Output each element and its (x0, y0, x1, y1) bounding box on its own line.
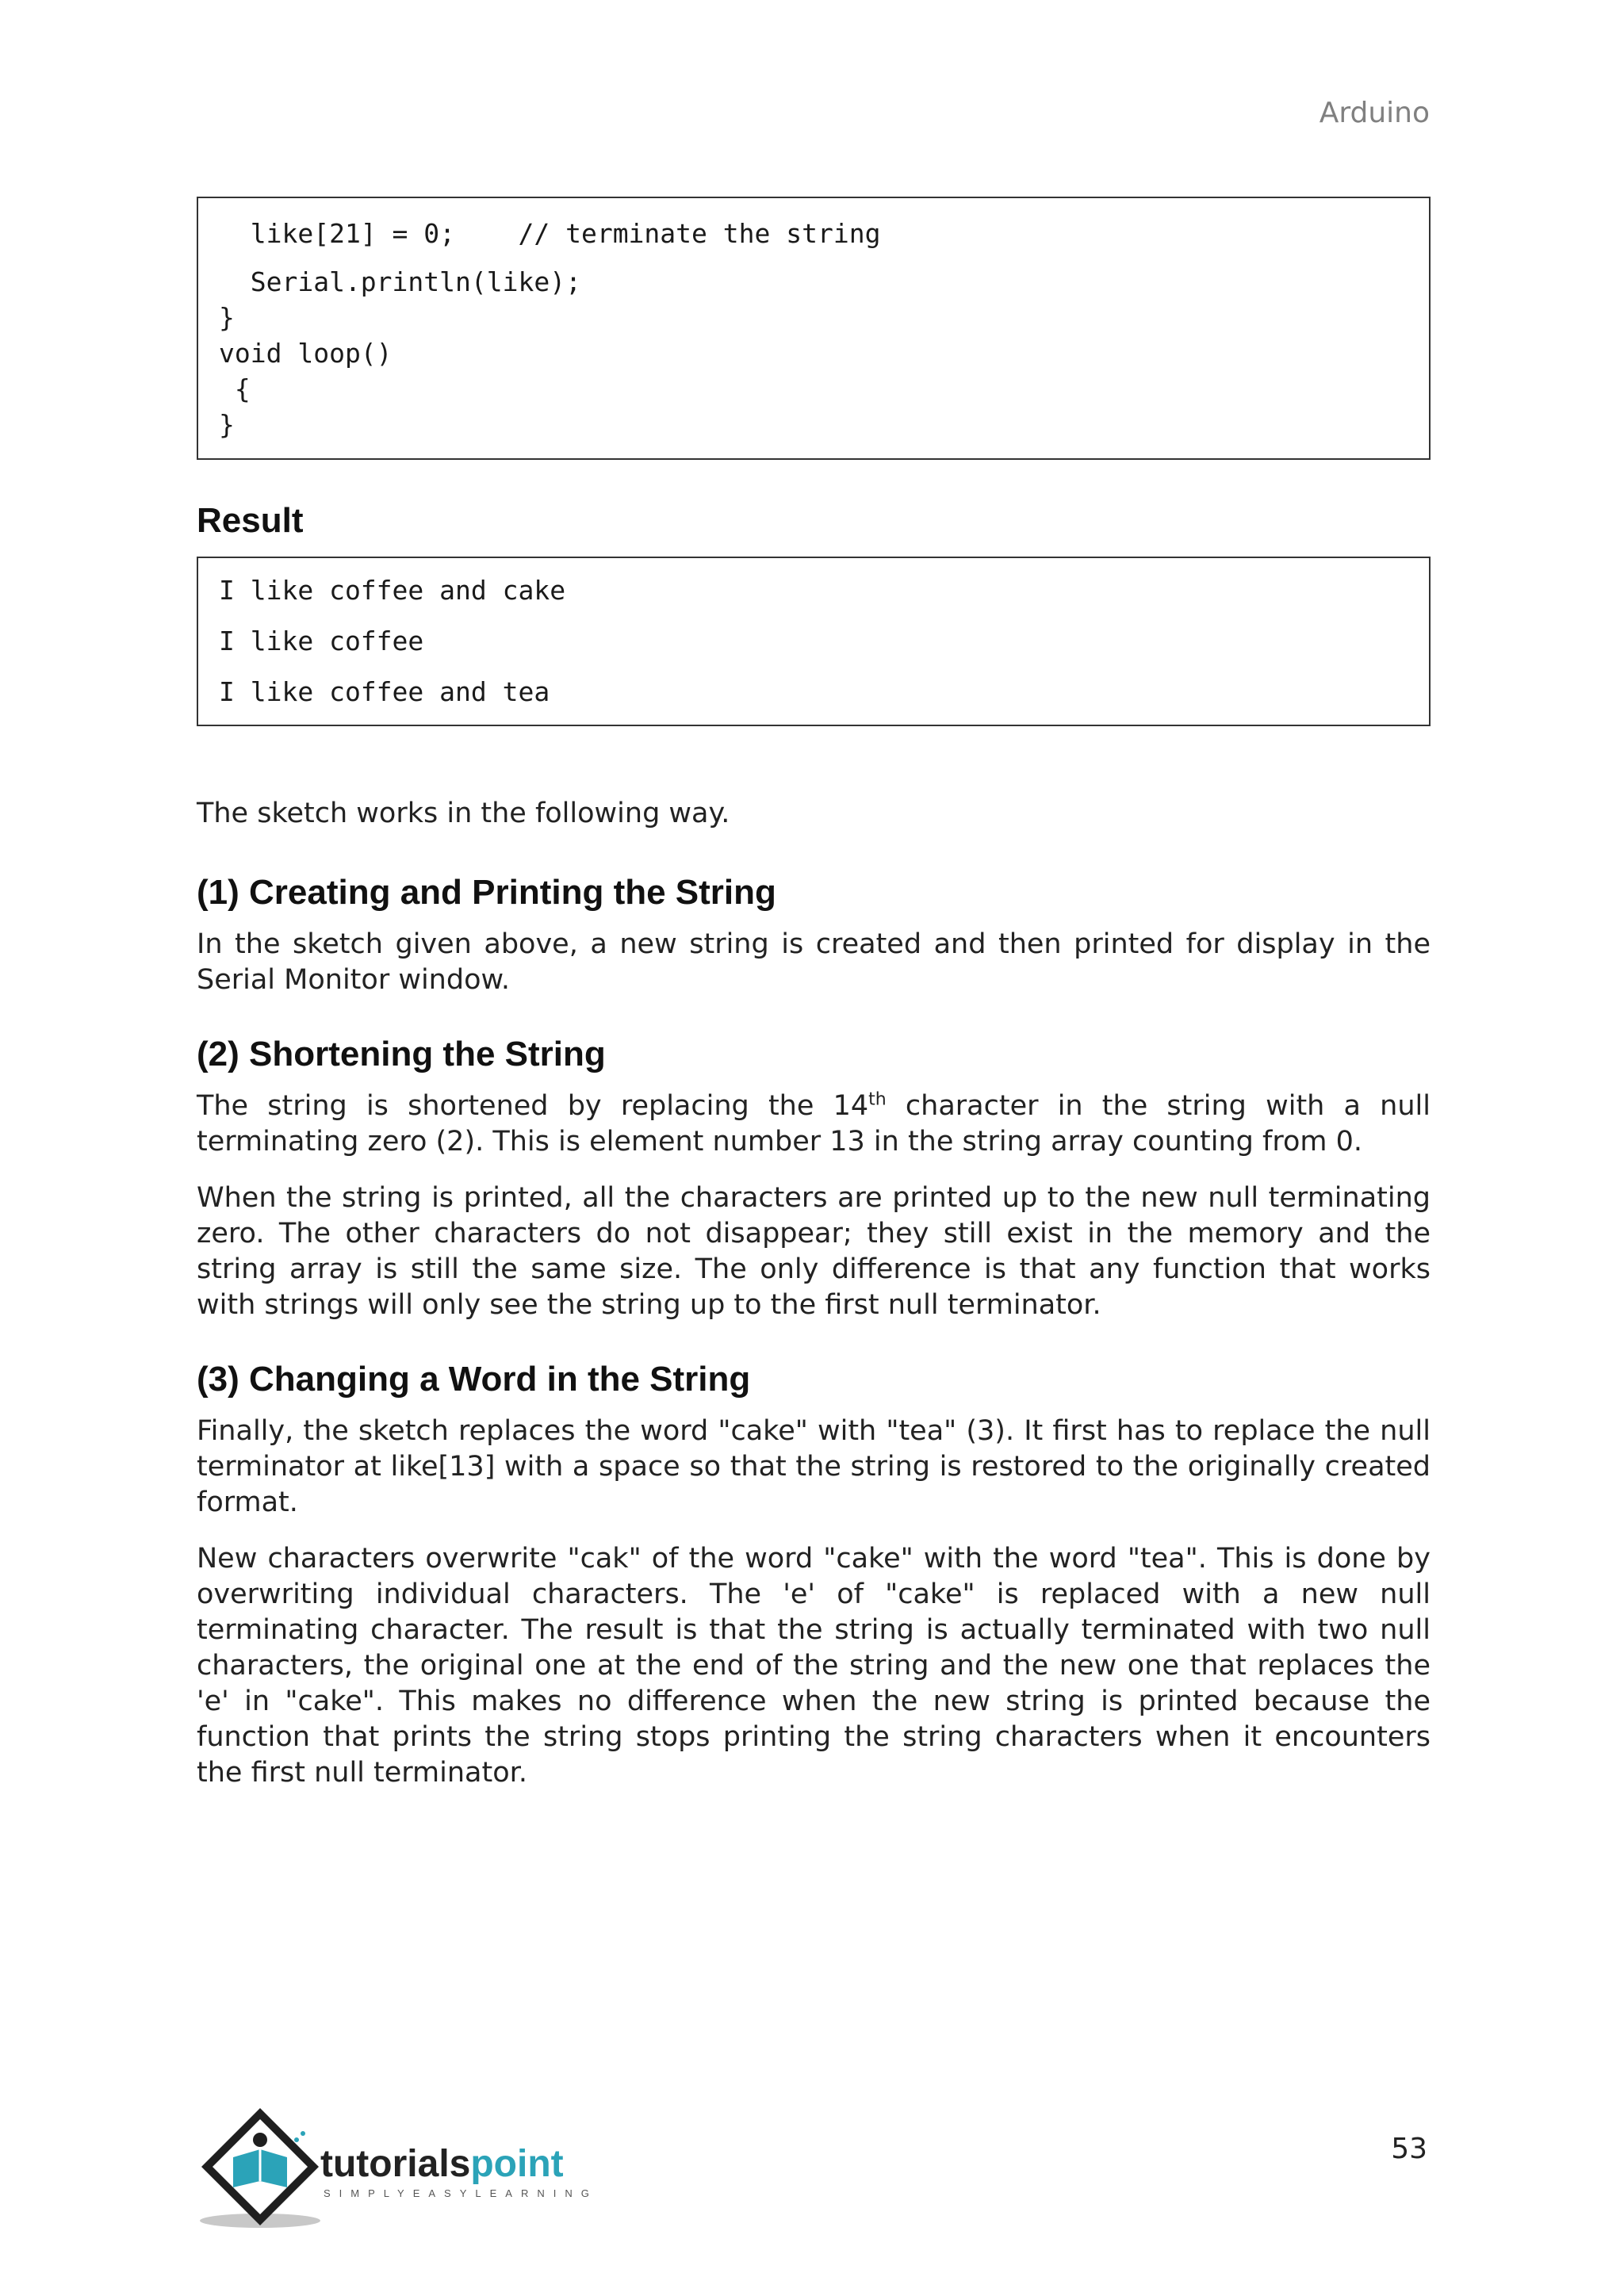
section-paragraph (197, 1089, 1431, 1160)
output-line: I like coffee (219, 626, 424, 656)
section-paragraph: New characters overwrite "cak" of the word "cake" with the word "tea". This is done by overwriting individual characters. The 'e' of "cake" is replaced with a new null terminating character. The result is that the string is actually terminated with two null characters, the original one at the end of the string and the new one that replaces the 'e' in "cake". This makes no difference when the new string is printed because the function that prints the string stops printing the string characters when it encounters the first null terminator. (197, 1543, 1431, 1789)
code-line: { (219, 373, 251, 404)
ordinal-superscript: th (868, 1089, 887, 1110)
paragraph-text: character in the string with a null terminating zero (2). This is element number 13 in the string array counting from 0. (197, 1090, 1431, 1158)
result-output (197, 557, 1431, 726)
code-line: } (219, 409, 235, 440)
code-line: Serial.println(like); (219, 266, 581, 297)
code-listing (197, 197, 1431, 460)
result-heading: Result (197, 501, 304, 540)
section-heading: (2) Shortening the String (197, 1035, 606, 1073)
logo-dot (301, 2131, 305, 2136)
code-line: like[21] = 0; // terminate the string (219, 218, 881, 249)
section-paragraph: Finally, the sketch replaces the word "cake" with "tea" (3). It first has to replace the null terminator at like[13] with a space so that the string is restored to the originally created format. (197, 1415, 1431, 1518)
intro-paragraph: The sketch works in the following way. (197, 798, 730, 829)
logo-person-head (253, 2133, 267, 2147)
logo-wordmark-accent: point (470, 2143, 564, 2185)
section-heading: (1) Creating and Printing the String (197, 873, 776, 912)
section-heading: (3) Changing a Word in the String (197, 1360, 751, 1399)
output-line: I like coffee and tea (219, 676, 550, 707)
output-line: I like coffee and cake (219, 575, 566, 606)
logo-tagline: SIMPLYEASYLEARNING (324, 2187, 598, 2199)
page-content (197, 197, 1431, 1791)
paragraph-text: The string is shortened by replacing the 14 (197, 1090, 869, 1122)
logo-wordmark-main: tutorials (320, 2143, 471, 2185)
code-line: void loop() (219, 338, 393, 369)
logo-dot (294, 2137, 299, 2142)
page-number: 53 (1391, 2133, 1427, 2165)
running-header: Arduino (1319, 97, 1430, 129)
logo-wordmark (320, 2143, 564, 2185)
code-line: } (219, 302, 235, 333)
section-paragraph: When the string is printed, all the characters are printed up to the new null terminating zero. The other characters do not disappear; they still exist in the memory and the string array is still the same size. The only difference is that any function that works with strings will only see the string up to the first null terminator. (197, 1182, 1431, 1321)
tutorialspoint-logo (195, 2105, 639, 2232)
section-paragraph: In the sketch given above, a new string is created and then printed for display in the Serial Monitor window. (197, 928, 1431, 996)
